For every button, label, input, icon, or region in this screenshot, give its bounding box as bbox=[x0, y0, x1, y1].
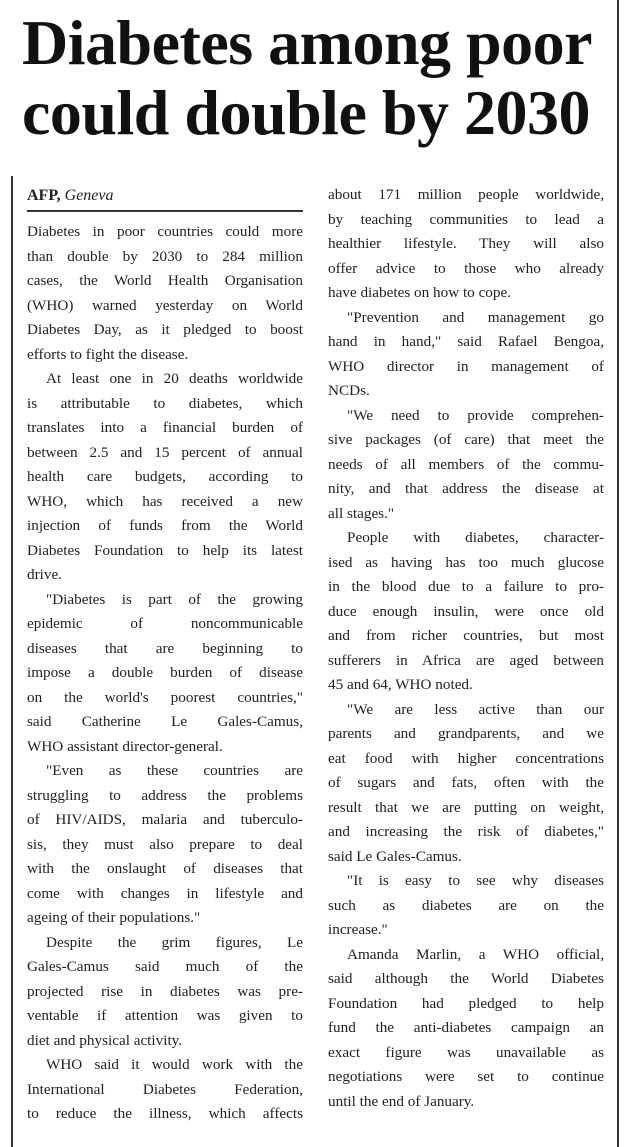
article-text-line: with the onslaught of diseases that bbox=[27, 860, 303, 877]
article-text-line: come with changes in lifestyle and bbox=[27, 884, 303, 902]
article-text-line: "We are less active than our bbox=[347, 700, 604, 718]
article-text-line: of sugars and fats, often with the bbox=[328, 774, 604, 791]
article-text-line: struggling to address the problems bbox=[27, 786, 303, 804]
article-text-line: translates into a financial burden of bbox=[27, 419, 303, 436]
article-text-line: WHO, which has received a new bbox=[27, 492, 303, 510]
article-text-line: sis, they must also prepare to deal bbox=[27, 835, 303, 853]
article-text-line: ageing of their populations." bbox=[27, 909, 201, 926]
column-border-right bbox=[617, 0, 619, 1147]
byline-rule bbox=[27, 210, 303, 212]
article-text-line: offer advice to those who already bbox=[328, 259, 604, 277]
article-text-line: such as diabetes are on the bbox=[328, 896, 604, 914]
article-text-line: "It is easy to see why diseases bbox=[347, 872, 604, 889]
article-text-line: Diabetes in poor countries could more bbox=[27, 223, 303, 240]
article-text-line: Amanda Marlin, a WHO official, bbox=[347, 945, 604, 963]
article-text-line: healthier lifestyle. They will also bbox=[328, 235, 604, 252]
byline-agency: AFP, bbox=[27, 187, 61, 204]
article-text-line: by teaching communities to lead a bbox=[328, 210, 604, 228]
article-text-line: "Even as these countries are bbox=[46, 762, 303, 779]
article-text-line: WHO director in management of bbox=[328, 357, 604, 375]
article-text-line: projected rise in diabetes was pre- bbox=[27, 982, 303, 1000]
column-border-left bbox=[11, 176, 13, 1147]
article-text-line: Gales-Camus said much of the bbox=[27, 958, 303, 975]
article-text-line: Foundation had pledged to help bbox=[328, 994, 604, 1012]
article-text-line: in the blood due to a failure to pro- bbox=[328, 578, 604, 595]
article-text-line: said Catherine Le Gales-Camus, bbox=[27, 713, 303, 730]
article-text-line: needs of all members of the commu- bbox=[328, 455, 604, 473]
article-text-line: result that we are putting on weight, bbox=[328, 798, 604, 816]
article-text-line: Diabetes Day, as it pledged to boost bbox=[27, 321, 303, 338]
article-text-line: impose a double burden of disease bbox=[27, 664, 303, 681]
article-text-line: all stages." bbox=[328, 504, 395, 522]
article-text-line: "Prevention and management go bbox=[347, 308, 604, 326]
article-text-line: diseases that are beginning to bbox=[27, 639, 303, 657]
article-text-line: drive. bbox=[27, 566, 63, 583]
article-text-line: negotiations were set to continue bbox=[328, 1068, 604, 1085]
article-text-line: exact figure was unavailable as bbox=[328, 1043, 604, 1061]
article-text-line: increase." bbox=[328, 921, 388, 938]
article-text-line: epidemic of noncommunicable bbox=[27, 615, 303, 632]
article-text-line: than double by 2030 to 284 million bbox=[27, 247, 303, 265]
article-text-line: eat food with higher concentrations bbox=[328, 749, 604, 767]
article-text-line: about 171 million people worldwide, bbox=[328, 186, 604, 203]
article-text-line: Despite the grim figures, Le bbox=[46, 933, 303, 951]
article-text-line: duce enough insulin, were once old bbox=[328, 602, 604, 620]
article-text-line: cases, the World Health Organisation bbox=[27, 272, 303, 289]
article-text-line: WHO assistant director-general. bbox=[27, 737, 223, 755]
article-text-line: 45 and 64, WHO noted. bbox=[328, 676, 473, 693]
article-text-line: injection of funds from the World bbox=[27, 517, 303, 534]
article-text-line: ised as having has too much glucose bbox=[328, 553, 604, 571]
article-text-line: on the world's poorest countries," bbox=[27, 688, 303, 706]
article-text-line: NCDs. bbox=[328, 382, 370, 399]
article-text-line: International Diabetes Federation, bbox=[27, 1080, 303, 1098]
article-text-line: said although the World Diabetes bbox=[328, 970, 604, 987]
article-text-line: between 2.5 and 15 percent of annual bbox=[27, 443, 303, 461]
headline bbox=[22, 8, 612, 148]
article-text-line: and from richer countries, but most bbox=[328, 627, 604, 644]
article-column-right bbox=[328, 183, 604, 1114]
article-text-line: "Diabetes is part of the growing bbox=[46, 590, 303, 608]
byline-location: Geneva bbox=[64, 187, 114, 204]
article-text-line: is attributable to diabetes, which bbox=[27, 394, 303, 412]
article-text-line: People with diabetes, character- bbox=[347, 529, 604, 546]
article-text-line: sufferers in Africa are aged between bbox=[328, 651, 604, 669]
article-text-line: and increasing the risk of diabetes," bbox=[328, 823, 604, 840]
article-text-line: said Le Gales-Camus. bbox=[328, 847, 462, 865]
article-text-line: WHO said it would work with the bbox=[46, 1056, 303, 1073]
article-text-line: have diabetes on how to cope. bbox=[328, 284, 512, 301]
headline-line-2: could double by 2030 bbox=[22, 77, 590, 148]
article-text-line: sive packages (of care) that meet the bbox=[328, 431, 604, 448]
article-text-line: ventable if attention was given to bbox=[27, 1007, 303, 1024]
article-text-line: "We need to provide comprehen- bbox=[347, 406, 604, 424]
article-text-line: of HIV/AIDS, malaria and tuberculo- bbox=[27, 811, 303, 828]
article-text-line: until the end of January. bbox=[328, 1092, 475, 1110]
article-text-line: efforts to fight the disease. bbox=[27, 345, 189, 363]
headline-line-1: Diabetes among poor bbox=[22, 7, 593, 78]
byline bbox=[27, 186, 302, 206]
article-text-line: to reduce the illness, which affects bbox=[27, 1105, 303, 1122]
article-text-line: Diabetes Foundation to help its latest bbox=[27, 541, 303, 559]
article-text-line: hand in hand," said Rafael Bengoa, bbox=[328, 333, 604, 350]
article-text-line: At least one in 20 deaths worldwide bbox=[46, 370, 303, 387]
article-text-line: parents and grandparents, and we bbox=[328, 725, 604, 742]
article-text-line: nity, and that address the disease at bbox=[328, 480, 604, 497]
article-text-line: fund the anti-diabetes campaign an bbox=[328, 1019, 604, 1036]
article-column-left bbox=[27, 220, 303, 1127]
article-text-line: diet and physical activity. bbox=[27, 1031, 183, 1049]
article-text-line: (WHO) warned yesterday on World bbox=[27, 296, 303, 314]
article-text-line: health care budgets, according to bbox=[27, 468, 303, 485]
